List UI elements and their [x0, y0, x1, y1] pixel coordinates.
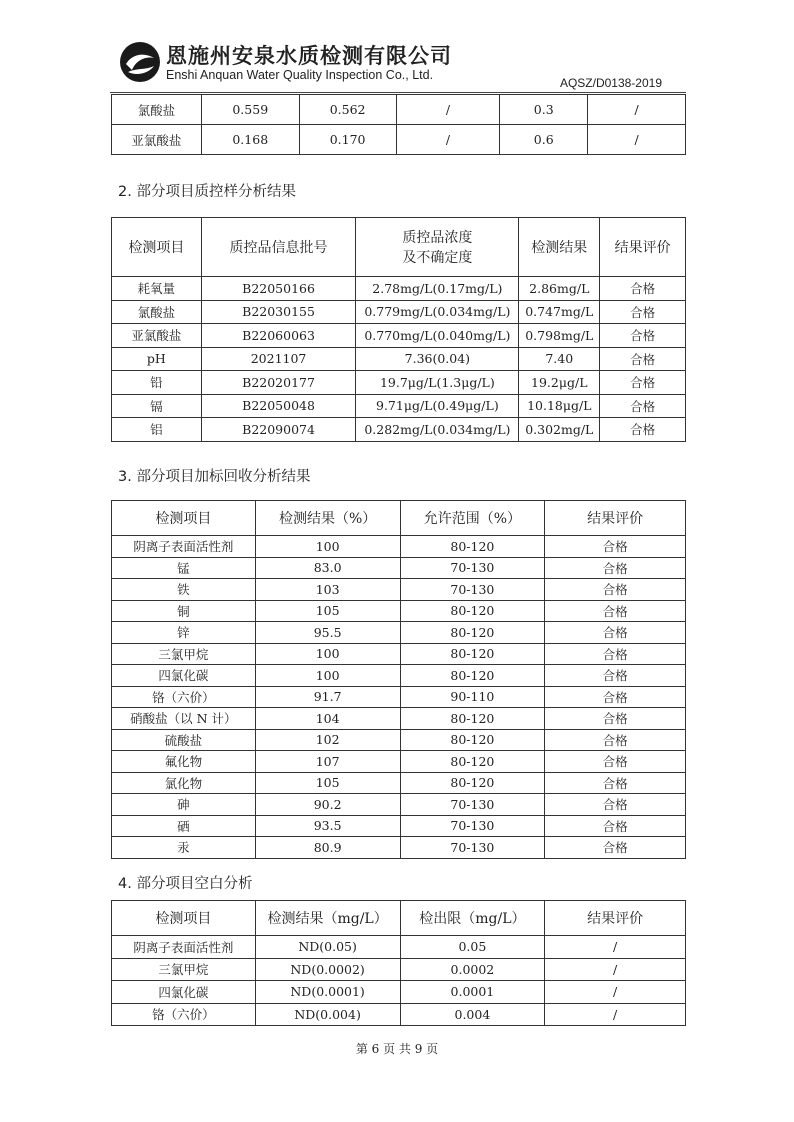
company-logo-icon: [118, 40, 162, 84]
table-cell: 阴离子表面活性剂: [112, 536, 256, 558]
table-cell: 0.302mg/L: [519, 418, 600, 442]
table-cell: B22050048: [201, 394, 356, 418]
section-4-title: 4. 部分项目空白分析: [118, 876, 253, 892]
table-cell: 0.282mg/L(0.034mg/L): [356, 418, 519, 442]
table-cell: 10.18μg/L: [519, 394, 600, 418]
table-cell: 9.71μg/L(0.49μg/L): [356, 394, 519, 418]
table-cell: 70-130: [400, 815, 545, 837]
table-cell: 80-120: [400, 665, 545, 687]
table-cell: 104: [255, 708, 400, 730]
table-cell: 合格: [545, 686, 686, 708]
table-cell: 合格: [545, 729, 686, 751]
table-cell: 0.562: [299, 95, 396, 125]
table-cell: B22090074: [201, 418, 356, 442]
table-cell: B22060063: [201, 324, 356, 348]
table-cell: 90.2: [255, 794, 400, 816]
table-cell: 0.6: [500, 125, 588, 155]
table-cell: 105: [255, 772, 400, 794]
table-cell: /: [588, 125, 686, 155]
table-cell: 合格: [545, 772, 686, 794]
table-cell: 80-120: [400, 772, 545, 794]
table-row: [112, 729, 686, 751]
table-cell: 0.170: [299, 125, 396, 155]
page-number: 第 6 页 共 9 页: [355, 1042, 439, 1056]
table-cell: 100: [255, 536, 400, 558]
spike-recovery-table: [111, 500, 686, 859]
table-cell: 氯化物: [112, 772, 256, 794]
company-name-cn: 恩施州安泉水质检测有限公司: [166, 44, 452, 68]
table-cell: 三氯甲烷: [112, 643, 256, 665]
table-row: [112, 686, 686, 708]
table-row: [112, 815, 686, 837]
table-cell: ND(0.0001): [255, 981, 400, 1004]
table-row: [112, 536, 686, 558]
table-row: [112, 1003, 686, 1026]
table-row: [112, 772, 686, 794]
table-cell: 铬（六价）: [112, 1003, 256, 1026]
table-row: [112, 95, 686, 125]
column-header: 允许范围（%）: [400, 501, 545, 536]
column-header: 检测项目: [112, 218, 202, 277]
column-header: 检测结果: [519, 218, 600, 277]
table-cell: 合格: [545, 600, 686, 622]
table-cell: 三氯甲烷: [112, 958, 256, 981]
table-cell: 70-130: [400, 579, 545, 601]
table-cell: 80-120: [400, 751, 545, 773]
table-cell: 硫酸盐: [112, 729, 256, 751]
table-row: [112, 600, 686, 622]
table-cell: 95.5: [255, 622, 400, 644]
table-cell: 80-120: [400, 536, 545, 558]
table-cell: 氯酸盐: [112, 95, 202, 125]
table-row: [112, 837, 686, 859]
table-cell: /: [588, 95, 686, 125]
table-cell: 合格: [600, 371, 686, 395]
blank-analysis-body: [112, 936, 686, 1026]
table-cell: 汞: [112, 837, 256, 859]
table-cell: 83.0: [255, 557, 400, 579]
table-row: [112, 981, 686, 1004]
blank-analysis-table: [111, 900, 686, 1026]
column-header: 质控品信息批号: [201, 218, 356, 277]
table-cell: 80.9: [255, 837, 400, 859]
table-cell: B22050166: [201, 277, 356, 301]
table-row: [112, 324, 686, 348]
table-cell: 80-120: [400, 622, 545, 644]
table-row: [112, 643, 686, 665]
table-cell: ND(0.05): [255, 936, 400, 959]
table-cell: 70-130: [400, 837, 545, 859]
table-cell: 铬（六价）: [112, 686, 256, 708]
table-cell: /: [545, 1003, 686, 1026]
table-cell: 阴离子表面活性剂: [112, 936, 256, 959]
table-cell: 100: [255, 665, 400, 687]
table-cell: 0.779mg/L(0.034mg/L): [356, 300, 519, 324]
table-cell: 合格: [545, 579, 686, 601]
table-cell: pH: [112, 347, 202, 371]
table-cell: 合格: [545, 557, 686, 579]
table-row: [112, 751, 686, 773]
column-header: 检测项目: [112, 901, 256, 936]
column-header: 结果评价: [545, 901, 686, 936]
table-cell: 合格: [545, 794, 686, 816]
table-row: [112, 958, 686, 981]
column-header: 检测项目: [112, 501, 256, 536]
table-cell: 0.770mg/L(0.040mg/L): [356, 324, 519, 348]
table-cell: 铝: [112, 418, 202, 442]
table-cell: 0.05: [400, 936, 545, 959]
table-cell: 90-110: [400, 686, 545, 708]
table-cell: 锰: [112, 557, 256, 579]
column-header: 检出限（mg/L）: [400, 901, 545, 936]
table-cell: 2.86mg/L: [519, 277, 600, 301]
column-header: 结果评价: [600, 218, 686, 277]
qc-sample-header-row: [112, 218, 686, 277]
table-cell: 亚氯酸盐: [112, 324, 202, 348]
table-cell: 91.7: [255, 686, 400, 708]
table-cell: 0.168: [201, 125, 299, 155]
column-header: 检测结果（mg/L）: [255, 901, 400, 936]
table-cell: 硒: [112, 815, 256, 837]
table-cell: 93.5: [255, 815, 400, 837]
table-cell: 100: [255, 643, 400, 665]
table-row: [112, 557, 686, 579]
qc-sample-table: [111, 217, 686, 442]
table-cell: 2021107: [201, 347, 356, 371]
table-cell: 铅: [112, 371, 202, 395]
table-cell: 80-120: [400, 643, 545, 665]
table-cell: /: [396, 125, 500, 155]
table-row: [112, 394, 686, 418]
table-cell: 锌: [112, 622, 256, 644]
table-cell: ND(0.004): [255, 1003, 400, 1026]
table-cell: 合格: [545, 837, 686, 859]
table-cell: 2.78mg/L(0.17mg/L): [356, 277, 519, 301]
table-cell: 0.798mg/L: [519, 324, 600, 348]
table-cell: /: [545, 936, 686, 959]
table-row: [112, 708, 686, 730]
qc-sample-body: [112, 277, 686, 442]
table-cell: 合格: [545, 751, 686, 773]
table-cell: 合格: [600, 347, 686, 371]
table-cell: /: [396, 95, 500, 125]
table-row: [112, 579, 686, 601]
table-cell: 0.747mg/L: [519, 300, 600, 324]
column-header: 结果评价: [545, 501, 686, 536]
table-cell: 氟化物: [112, 751, 256, 773]
table-cell: 合格: [545, 643, 686, 665]
table-cell: 四氯化碳: [112, 981, 256, 1004]
table-cell: 铜: [112, 600, 256, 622]
table-cell: 合格: [600, 324, 686, 348]
table-cell: 合格: [600, 418, 686, 442]
table-cell: 合格: [545, 622, 686, 644]
continued-results-table: [111, 94, 686, 155]
table-cell: 合格: [600, 277, 686, 301]
table-cell: 7.40: [519, 347, 600, 371]
continued-results-body: [112, 95, 686, 155]
table-row: [112, 277, 686, 301]
table-row: [112, 936, 686, 959]
table-cell: 0.0002: [400, 958, 545, 981]
section-2-title: 2. 部分项目质控样分析结果: [118, 184, 296, 200]
table-cell: 19.2μg/L: [519, 371, 600, 395]
table-cell: 80-120: [400, 600, 545, 622]
table-cell: /: [545, 981, 686, 1004]
table-cell: 0.3: [500, 95, 588, 125]
table-cell: 合格: [600, 394, 686, 418]
column-header: 质控品浓度 及不确定度: [356, 218, 519, 277]
table-row: [112, 347, 686, 371]
table-cell: 102: [255, 729, 400, 751]
section-3-title: 3. 部分项目加标回收分析结果: [118, 469, 311, 485]
table-cell: 7.36(0.04): [356, 347, 519, 371]
table-cell: 铁: [112, 579, 256, 601]
table-cell: 镉: [112, 394, 202, 418]
table-row: [112, 125, 686, 155]
table-cell: 80-120: [400, 729, 545, 751]
table-cell: 砷: [112, 794, 256, 816]
table-cell: 70-130: [400, 794, 545, 816]
table-cell: B22020177: [201, 371, 356, 395]
table-cell: 合格: [545, 815, 686, 837]
table-cell: 亚氯酸盐: [112, 125, 202, 155]
table-cell: 105: [255, 600, 400, 622]
header-divider: [110, 92, 686, 93]
table-cell: 70-130: [400, 557, 545, 579]
table-cell: 19.7μg/L(1.3μg/L): [356, 371, 519, 395]
blank-analysis-header-row: [112, 901, 686, 936]
table-row: [112, 418, 686, 442]
table-cell: 107: [255, 751, 400, 773]
table-row: [112, 622, 686, 644]
table-row: [112, 371, 686, 395]
column-header: 检测结果（%）: [255, 501, 400, 536]
table-cell: 氯酸盐: [112, 300, 202, 324]
table-cell: 0.004: [400, 1003, 545, 1026]
table-cell: 0.559: [201, 95, 299, 125]
table-cell: 四氯化碳: [112, 665, 256, 687]
table-cell: 耗氧量: [112, 277, 202, 301]
table-cell: 合格: [545, 665, 686, 687]
table-row: [112, 300, 686, 324]
spike-recovery-body: [112, 536, 686, 859]
table-cell: B22030155: [201, 300, 356, 324]
document-code: AQSZ/D0138-2019: [559, 76, 662, 90]
table-cell: /: [545, 958, 686, 981]
table-cell: 合格: [545, 536, 686, 558]
spike-recovery-header-row: [112, 501, 686, 536]
table-cell: 硝酸盐（以 N 计）: [112, 708, 256, 730]
table-cell: 合格: [545, 708, 686, 730]
table-cell: 合格: [600, 300, 686, 324]
table-row: [112, 794, 686, 816]
table-cell: 0.0001: [400, 981, 545, 1004]
table-row: [112, 665, 686, 687]
table-cell: 103: [255, 579, 400, 601]
table-cell: 80-120: [400, 708, 545, 730]
table-cell: ND(0.0002): [255, 958, 400, 981]
company-name-en: Enshi Anquan Water Quality Inspection Co., Ltd.: [166, 68, 434, 82]
